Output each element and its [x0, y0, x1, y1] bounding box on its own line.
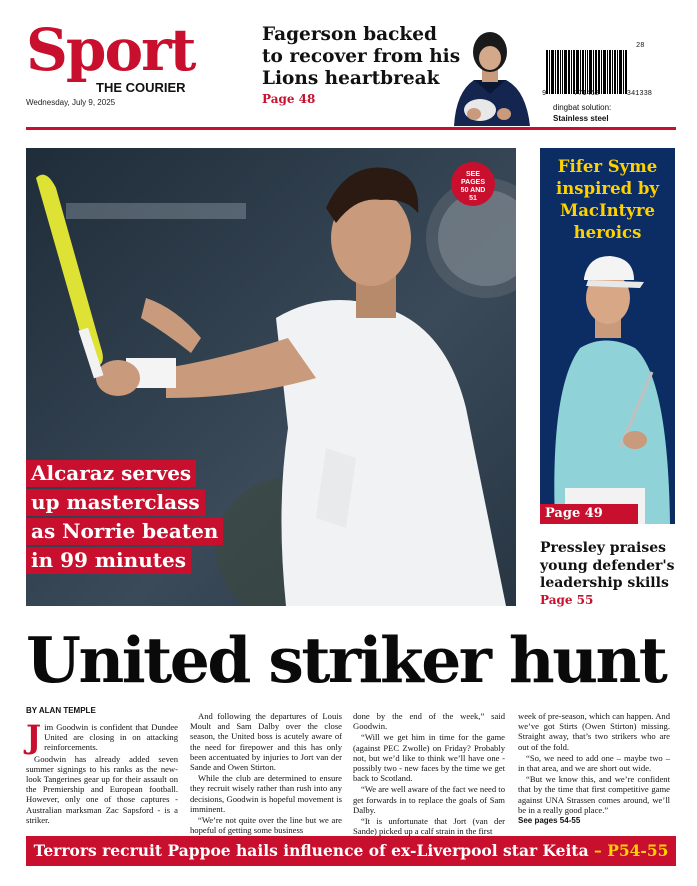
- barcode-digits-right: 341338: [626, 90, 652, 98]
- dropcap: J: [26, 718, 42, 756]
- article-paragraph: “So, we need to add one – maybe two – in that area, and we are short out wide.: [518, 752, 670, 774]
- article-paragraph: “But we know this, and we’re confident that by the time that first competitive game against UNA Strassen comes around, we’ll be in a really good place.”: [518, 774, 670, 815]
- bottom-teaser-separator: –: [588, 841, 608, 860]
- see-badge-line4: 51: [469, 195, 477, 202]
- see-badge-line3: 50 AND: [460, 187, 486, 194]
- masthead-subtitle: THE COURIER: [96, 80, 186, 95]
- bottom-teaser-headline: Terrors recruit Pappoe hails influence of ex-Liverpool star Keita: [33, 841, 589, 860]
- photo-headline[interactable]: [26, 460, 226, 576]
- article-paragraph: “Will we get him in time for the game (against PEC Zwolle) on Friday? Probably not, but we’d like to think we’ll have one - possibly two - new faces by the time we get back to Scotland.: [353, 732, 505, 784]
- dingbat-label: dingbat solution:: [553, 103, 612, 112]
- dingbat-answer: Stainless steel: [553, 114, 609, 123]
- bottom-teaser-bar[interactable]: [26, 836, 676, 866]
- article-column-2: [190, 711, 342, 836]
- see-pages-link[interactable]: See pages 54-55: [518, 816, 581, 826]
- side-teaser-headline: Pressley praises young defender's leadership skills: [540, 540, 675, 591]
- dingbat-solution: [553, 102, 611, 124]
- photo-headline-line: in 99 minutes: [26, 547, 191, 574]
- byline: BY ALAN TEMPLE: [26, 706, 96, 715]
- article-paragraph: While the club are determined to ensure they recruit wisely rather than rush into any decisions, Goodwin is hopeful movement is imminent.: [190, 773, 342, 814]
- article-paragraph: And following the departures of Louis Moult and Sam Dalby over the close season, the United boss is acutely aware of the need for firepower and this has only been accentuated by injuries to Jort van der Sande and Owen Stirton.: [190, 711, 342, 773]
- masthead-title: Sport: [26, 16, 195, 84]
- issue-number: 28: [636, 42, 645, 50]
- top-teaser-headline[interactable]: Fagerson backed to recover from his Lions heartbreak: [262, 24, 461, 89]
- photo-headline-line: as Norrie beaten: [26, 518, 223, 545]
- article-paragraph: “We’re not quite over the line but we are hopeful of getting some business: [190, 815, 342, 836]
- masthead: [26, 18, 256, 118]
- main-headline[interactable]: United striker hunt: [26, 623, 666, 697]
- side-teaser-page: Page 55: [540, 592, 594, 607]
- see-badge-line2: PAGES: [461, 179, 485, 186]
- article-paragraph: done by the end of the week,” said Goodwin.: [353, 711, 505, 732]
- barcode: [538, 40, 650, 100]
- see-badge-line1: SEE: [465, 171, 480, 178]
- top-teaser-page: Page 48: [262, 92, 316, 106]
- article-text: im Goodwin is confident that Dundee United are closing in on attacking reinforcements.: [44, 722, 178, 753]
- bottom-teaser-page: P54-55: [607, 841, 669, 860]
- barcode-bars: [546, 50, 642, 94]
- article-column-4: [518, 711, 670, 826]
- golf-page: Page 49: [540, 504, 638, 524]
- photo-headline-line: up masterclass: [26, 489, 205, 516]
- article-paragraph: Goodwin has already added seven summer signings to his ranks as the new-look Tangerines gear up for their assault on the Premiership and European football. However, only one of those captures - Australian marksman Zac Sapsford - is a striker.: [26, 753, 178, 825]
- barcode-digits-mid: 771462: [573, 90, 600, 98]
- top-teaser[interactable]: [262, 24, 462, 106]
- article-paragraph: “We are well aware of the fact we need to get forwards in to replace the goals of Sam Dalby.: [353, 784, 505, 815]
- photo-headline-line: Alcaraz serves: [26, 460, 196, 487]
- golf-panel[interactable]: [540, 148, 675, 524]
- article-paragraph: [26, 718, 178, 756]
- rugby-player-photo: [444, 22, 536, 126]
- side-teaser[interactable]: [540, 540, 680, 607]
- article-paragraph: week of pre-season, which can happen. And we’ve got Stirts (Owen Stirton) missing. Straight away, that’s two strikers who are out of the fold.: [518, 711, 670, 752]
- issue-date: Wednesday, July 9, 2025: [26, 98, 116, 107]
- article-paragraph: “It is unfortunate that Jort (van der Sande) picked up a calf strain in the first: [353, 816, 505, 837]
- article-column-1: [26, 718, 178, 826]
- barcode-digits: [542, 90, 652, 98]
- masthead-rule: [26, 127, 676, 130]
- article-column-3: [353, 711, 505, 837]
- see-pages-badge[interactable]: [451, 162, 495, 206]
- barcode-digit-left: 9: [542, 90, 547, 98]
- golf-headline: Fifer Syme inspired by MacIntyre heroics: [556, 157, 659, 242]
